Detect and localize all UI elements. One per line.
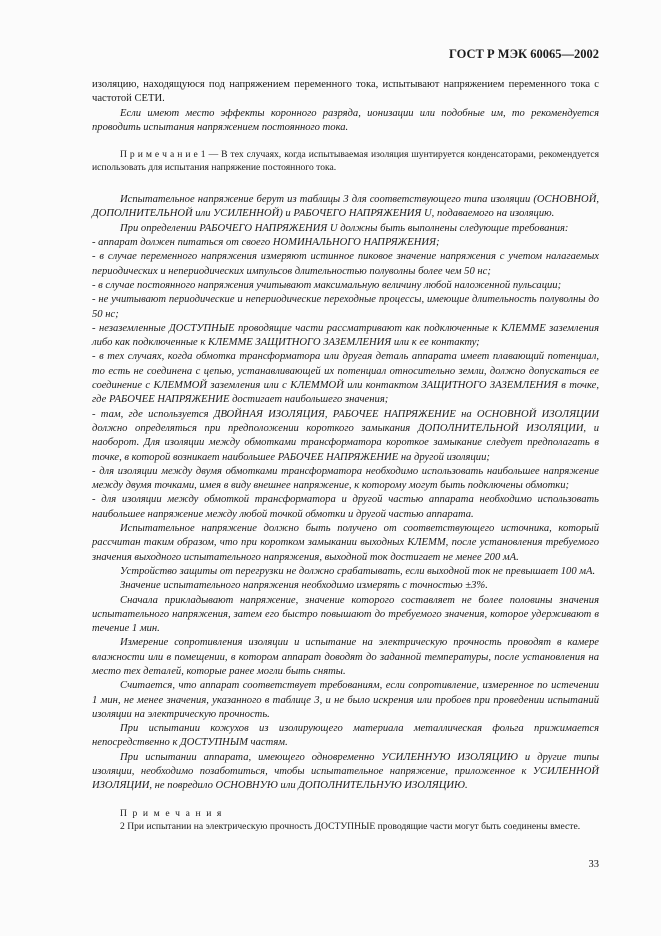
paragraph-reinforced-insulation: При испытании аппарата, имеющего одновременно УСИЛЕННУЮ ИЗОЛЯЦИЮ и другие типы изоляции, необходимо позаботиться, чтобы испытательное напряжение, приложенное к УСИЛЕННОЙ ИЗОЛЯЦИИ, не повредило ОСНОВНУЮ или ДОПОЛНИТЕЛЬНУЮ ИЗОЛЯЦИЮ. bbox=[92, 751, 599, 792]
note-1: П р и м е ч а н и е 1 — В тех случаях, когда испытываемая изоляция шунтируется конденсаторами, рекомендуется использовать для испытания напряжение постоянного тока. bbox=[92, 149, 599, 174]
list-item-between-windings: - для изоляции между двумя обмотками трансформатора необходимо использовать наибольшее напряжение между двумя точками, имея в виду внешнее напряжение, к которому могут быть подключены обмотки; bbox=[92, 465, 599, 492]
list-item-ungrounded-parts: - незаземленные ДОСТУПНЫЕ проводящие части рассматривают как подключенные к КЛЕММЕ заземления либо как подключенные к КЛЕММЕ ЗАЩИТНОГО ЗАЗЕМЛЕНИЯ или к ее контакту; bbox=[92, 322, 599, 349]
page-number: 33 bbox=[588, 859, 599, 870]
paragraph-pass-criteria: Считается, что аппарат соответствует требованиям, если сопротивление, измеренное по истечении 1 мин, не менее значения, указанного в таблице 3, и не было искрения или пробоев при проведении испытаний изоляции на электрическую прочность. bbox=[92, 680, 599, 720]
paragraph-accuracy: Значение испытательного напряжения необходимо измерять с точностью ±3%. bbox=[120, 580, 488, 592]
list-item-ac-peak: - в случае переменного напряжения измеряют истинное пиковое значение напряжения с учетом налагаемых периодических и непериодических импульсов длительностью полуволны более чем 50 нс; bbox=[92, 251, 599, 277]
list-item-winding-to-part: - для изоляции между обмоткой трансформатора и другой частью аппарата необходимо использовать наибольшее напряжение между любой точкой обмотки и другой частью аппарата. bbox=[92, 494, 599, 520]
paragraph-working-voltage-requirements: При определении РАБОЧЕГО НАПРЯЖЕНИЯ U должны быть выполнены следующие требования: bbox=[120, 222, 569, 234]
paragraph-voltage-ramp: Сначала прикладывают напряжение, значение которого составляет не более половины значения испытательного напряжения, затем его быстро повышают до требуемого значения, которое удерживают в течение 1 мин. bbox=[92, 594, 599, 635]
paragraph-humidity-chamber: Измерение сопротивления изоляции и испытание на электрическую прочность проводят в камере влажности или в помещении, в котором аппарат доводят до заданной температуры, после установления на место тех деталей, которые ранее могли быть сняты. bbox=[92, 637, 599, 677]
list-item-transients: - не учитывают периодические и непериодические переходные процессы, имеющие длительность полуволны до 50 нс; bbox=[92, 294, 599, 320]
page-body bbox=[92, 78, 599, 833]
note-2: 2 При испытании на электрическую прочность ДОСТУПНЫЕ проводящие части могут быть соединены вместе. bbox=[120, 820, 581, 832]
list-item-rated-voltage: - аппарат должен питаться от своего НОМИНАЛЬНОГО НАПРЯЖЕНИЯ; bbox=[92, 237, 440, 249]
list-item-dc-ripple: - в случае постоянного напряжения учитывают максимальную величину любой наложенной пульсации; bbox=[92, 279, 562, 291]
notes-heading: П р и м е ч а н и я bbox=[120, 807, 223, 819]
standard-header: ГОСТ Р МЭК 60065—2002 bbox=[449, 47, 599, 61]
paragraph-test-voltage-table: Испытательное напряжение берут из таблицы 3 для соответствующего типа изоляции (ОСНОВНОЙ, ДОПОЛНИТЕЛЬНОЙ или УСИЛЕННОЙ) и РАБОЧЕГО НАПРЯЖЕНИЯ U, подаваемого на изоляцию. bbox=[92, 194, 599, 220]
list-item-double-insulation: - там, где используется ДВОЙНАЯ ИЗОЛЯЦИЯ, РАБОЧЕЕ НАПРЯЖЕНИЕ на ОСНОВНОЙ ИЗОЛЯЦИИ должно определяться при предположении короткого замыкания ДОПОЛНИТЕЛЬНОЙ ИЗОЛЯЦИИ, и наоборот. Для изоляции между обмотками трансформатора короткое замыкание следует предполагать в точке, в которой возникает наибольшее РАБОЧЕЕ НАПРЯЖЕНИЕ на другой изоляции; bbox=[92, 408, 599, 463]
paragraph-metal-foil: При испытании кожухов из изолирующего материала металлическая фольга прижимается непосредственно к ДОСТУПНЫМ частям. bbox=[92, 723, 599, 749]
paragraph-source: Испытательное напряжение должно быть получено от соответствующего источника, который рассчитан таким образом, что при коротком замыкании выходных КЛЕММ, после установления требуемого значения выходного испытательного напряжения, выходной ток достигает не менее 200 мА. bbox=[92, 523, 599, 563]
list-item-floating-potential: - в тех случаях, когда обмотка трансформатора или другая деталь аппарата имеет плавающий потенциал, то есть не соединена с цепью, устанавливающей их потенциал относительно земли, должно допускаться ее соединение с КЛЕММОЙ заземления или с КЛЕММОЙ или контактом ЗАЩИТНОГО ЗАЗЕМЛЕНИЯ в точке, где РАБОЧЕЕ НАПРЯЖЕНИЕ достигает наибольшего значения; bbox=[92, 351, 599, 406]
paragraph-overload-protection: Устройство защиты от перегрузки не должно срабатывать, если выходной ток не превышает 100 мА. bbox=[120, 565, 596, 577]
paragraph-corona: Если имеют место эффекты коронного разряда, ионизации или подобные им, то рекомендуется проводить испытания напряжением постоянного тока. bbox=[92, 107, 599, 133]
paragraph-continuation: изоляцию, находящуюся под напряжением переменного тока, испытывают напряжением переменного тока с частотой СЕТИ. bbox=[92, 79, 599, 105]
